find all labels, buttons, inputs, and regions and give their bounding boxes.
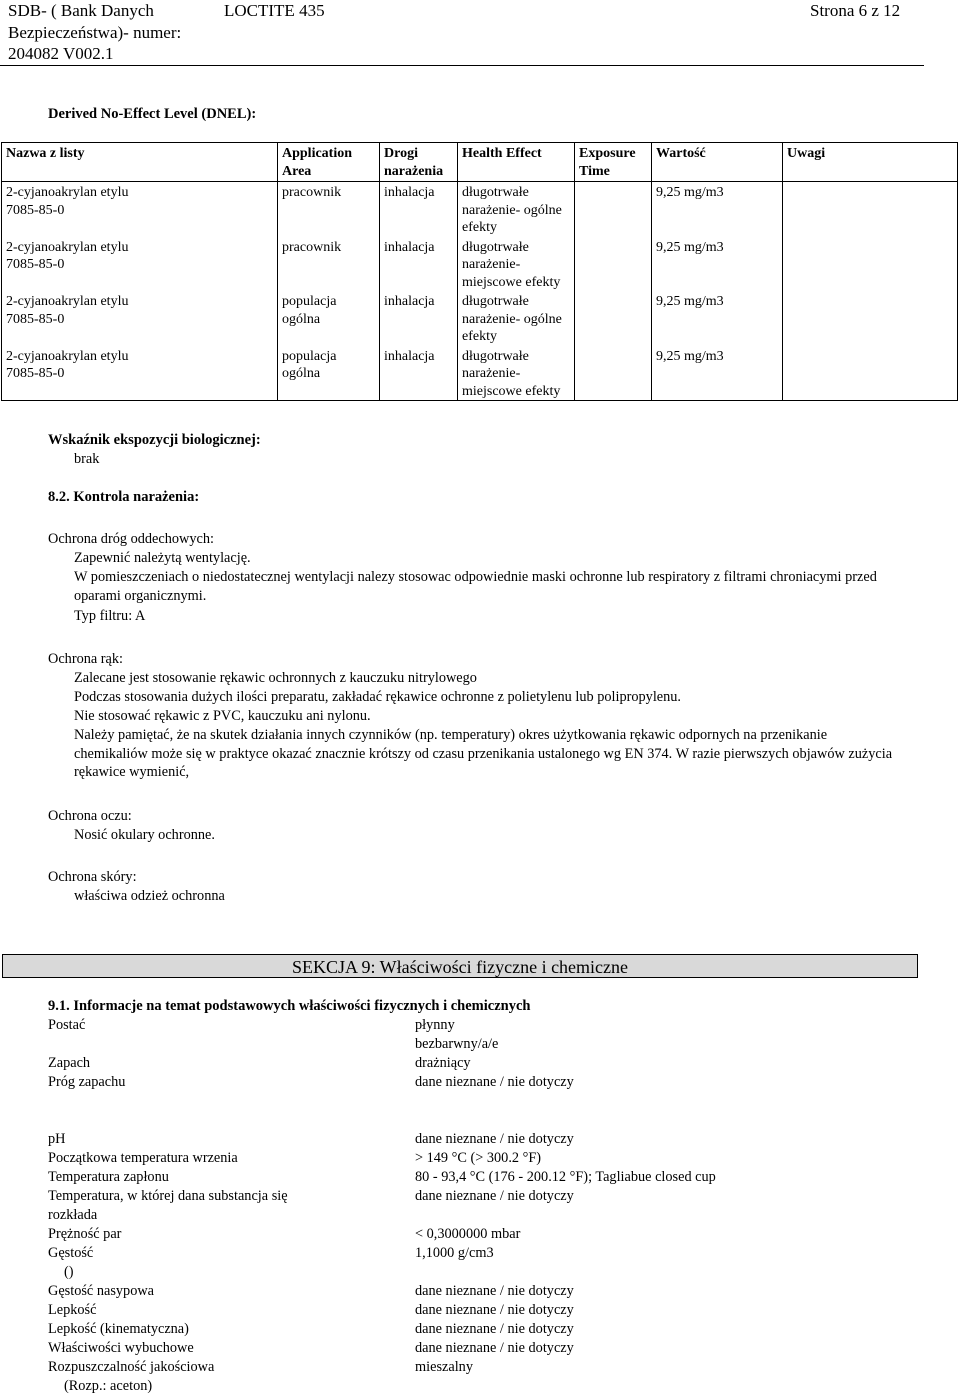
- hands-label: Ochrona rąk:: [48, 651, 124, 667]
- value-cell: 9,25 mg/m3: [652, 237, 783, 292]
- route-cell: inhalacja: [380, 182, 458, 237]
- time-cell: [575, 237, 652, 292]
- property-value: płynny: [415, 1017, 455, 1033]
- dnel-col-value: Wartość: [652, 143, 783, 182]
- property-label: Prężność par: [48, 1226, 122, 1242]
- property-label: Temperatura, w której dana substancja się: [48, 1188, 288, 1204]
- bio-title: Wskaźnik ekspozycji biologicznej:: [48, 432, 261, 448]
- substance-cell: 2-cyjanoakrylan etylu 7085-85-0: [2, 182, 278, 237]
- bio-value: brak: [74, 451, 100, 467]
- property-value: dane nieznane / nie dotyczy: [415, 1283, 574, 1299]
- dnel-col-area: Application Area: [278, 143, 380, 182]
- property-value: dane nieznane / nie dotyczy: [415, 1321, 574, 1337]
- property-label: Gęstość: [48, 1245, 94, 1261]
- effect-cell: długotrwałe narażenie- ogólne efekty: [458, 291, 575, 346]
- header-doc-type: SDB- ( Bank Danych: [8, 1, 154, 20]
- substance-cell: 2-cyjanoakrylan etylu 7085-85-0: [2, 291, 278, 346]
- property-value: > 149 °C (> 300.2 °F): [415, 1150, 542, 1166]
- value-cell: 9,25 mg/m3: [652, 346, 783, 401]
- property-label: (Rozp.: aceton): [64, 1378, 153, 1394]
- property-label: Temperatura zapłonu: [48, 1169, 169, 1185]
- property-label: Rozpuszczalność jakościowa: [48, 1359, 215, 1375]
- area-cell: populacja ogólna: [278, 291, 380, 346]
- eyes-label: Ochrona oczu:: [48, 808, 132, 824]
- area-cell: pracownik: [278, 237, 380, 292]
- property-value: dane nieznane / nie dotyczy: [415, 1188, 574, 1204]
- route-cell: inhalacja: [380, 291, 458, 346]
- property-value: < 0,3000000 mbar: [415, 1226, 521, 1242]
- substance-cell: 2-cyjanoakrylan etylu 7085-85-0: [2, 346, 278, 401]
- effect-cell: długotrwałe narażenie- miejscowe efekty: [458, 237, 575, 292]
- property-label: Początkowa temperatura wrzenia: [48, 1150, 238, 1166]
- area-cell: populacja ogólna: [278, 346, 380, 401]
- header-product-name: LOCTITE 435: [224, 1, 325, 20]
- dnel-header-row: [2, 143, 958, 182]
- section-9-subtitle: 9.1. Informacje na temat podstawowych właściwości fizycznych i chemicznych: [48, 998, 531, 1014]
- property-label: pH: [48, 1131, 66, 1147]
- effect-cell: długotrwałe narażenie- miejscowe efekty: [458, 346, 575, 401]
- table-row: [2, 182, 958, 237]
- route-cell: inhalacja: [380, 346, 458, 401]
- header-doc-id: 204082 V002.1: [8, 44, 114, 63]
- property-label: Właściwości wybuchowe: [48, 1340, 194, 1356]
- respiratory-label: Ochrona dróg oddechowych:: [48, 531, 214, 547]
- notes-cell: [783, 237, 958, 292]
- notes-cell: [783, 291, 958, 346]
- value-cell: 9,25 mg/m3: [652, 182, 783, 237]
- skin-label: Ochrona skóry:: [48, 869, 137, 885]
- dnel-col-route: Drogi narażenia: [380, 143, 458, 182]
- hands-line-3: Nie stosować rękawic z PVC, kauczuku ani nylonu.: [74, 708, 371, 724]
- property-label: Zapach: [48, 1055, 91, 1071]
- route-cell: inhalacja: [380, 237, 458, 292]
- property-label: Lepkość: [48, 1302, 97, 1318]
- time-cell: [575, 291, 652, 346]
- respiratory-line-2: W pomieszczeniach o niedostatecznej wentylacji nalezy stosowac odpowiednie maski ochronne lub respiratory z filtrami chroniacymi przed oparami organicznymi.: [74, 569, 877, 604]
- property-value: mieszalny: [415, 1359, 473, 1375]
- dnel-col-time: Exposure Time: [575, 143, 652, 182]
- notes-cell: [783, 182, 958, 237]
- property-value: bezbarwny/a/e: [415, 1036, 499, 1052]
- property-value: 80 - 93,4 °C (176 - 200.12 °F); Tagliabue closed cup: [415, 1169, 716, 1185]
- respiratory-line-3: Typ filtru: A: [74, 608, 146, 624]
- table-row: [2, 346, 958, 401]
- header-page-number: Strona 6 z 12: [810, 1, 901, 20]
- respiratory-line-1: Zapewnić należytą wentylację.: [74, 550, 251, 566]
- property-value: drażniący: [415, 1055, 471, 1071]
- value-cell: 9,25 mg/m3: [652, 291, 783, 346]
- control-title: 8.2. Kontrola narażenia:: [48, 489, 200, 505]
- property-value: 1,1000 g/cm3: [415, 1245, 494, 1261]
- eyes-value: Nosić okulary ochronne.: [74, 827, 215, 843]
- time-cell: [575, 182, 652, 237]
- hands-line-2: Podczas stosowania dużych ilości preparatu, zakładać rękawice ochronne z polietylenu lub polipropylenu.: [74, 689, 682, 705]
- dnel-title: Derived No-Effect Level (DNEL):: [48, 106, 257, 122]
- dnel-col-name: Nazwa z listy: [2, 143, 278, 182]
- table-row: [2, 237, 958, 292]
- header-rule: [0, 65, 924, 66]
- section-9-banner: [2, 954, 918, 978]
- dnel-col-notes: Uwagi: [783, 143, 958, 182]
- property-value: dane nieznane / nie dotyczy: [415, 1302, 574, 1318]
- property-label: rozkłada: [48, 1207, 98, 1223]
- hands-line-4: Należy pamiętać, że na skutek działania innych czynników (np. temperatury) okres użytkowania rękawic odpornych na przenikanie chemikaliów może się w praktyce okazać znacznie krótszy od czasu przenikania ustalonego wg EN 374. W razie pierwszych objawów zużycia rękawice wymienić,: [74, 727, 893, 780]
- area-cell: pracownik: [278, 182, 380, 237]
- property-label: Lepkość (kinematyczna): [48, 1321, 189, 1337]
- section-9-title: SEKCJA 9: Właściwości fizyczne i chemiczne: [291, 957, 629, 977]
- time-cell: [575, 346, 652, 401]
- skin-value: właściwa odzież ochronna: [74, 888, 225, 904]
- dnel-col-effect: Health Effect: [458, 143, 575, 182]
- dnel-table: [1, 142, 958, 401]
- property-label: (): [64, 1264, 74, 1280]
- property-label: Próg zapachu: [48, 1074, 126, 1090]
- substance-cell: 2-cyjanoakrylan etylu 7085-85-0: [2, 237, 278, 292]
- property-value: dane nieznane / nie dotyczy: [415, 1131, 574, 1147]
- table-row: [2, 291, 958, 346]
- notes-cell: [783, 346, 958, 401]
- property-label: Postać: [48, 1017, 86, 1033]
- effect-cell: długotrwałe narażenie- ogólne efekty: [458, 182, 575, 237]
- hands-line-1: Zalecane jest stosowanie rękawic ochronnych z kauczuku nitrylowego: [74, 670, 477, 686]
- property-label: Gęstość nasypowa: [48, 1283, 155, 1299]
- header-doc-type-cont: Bezpieczeństwa)- numer:: [8, 23, 182, 42]
- property-value: dane nieznane / nie dotyczy: [415, 1074, 574, 1090]
- property-value: dane nieznane / nie dotyczy: [415, 1340, 574, 1356]
